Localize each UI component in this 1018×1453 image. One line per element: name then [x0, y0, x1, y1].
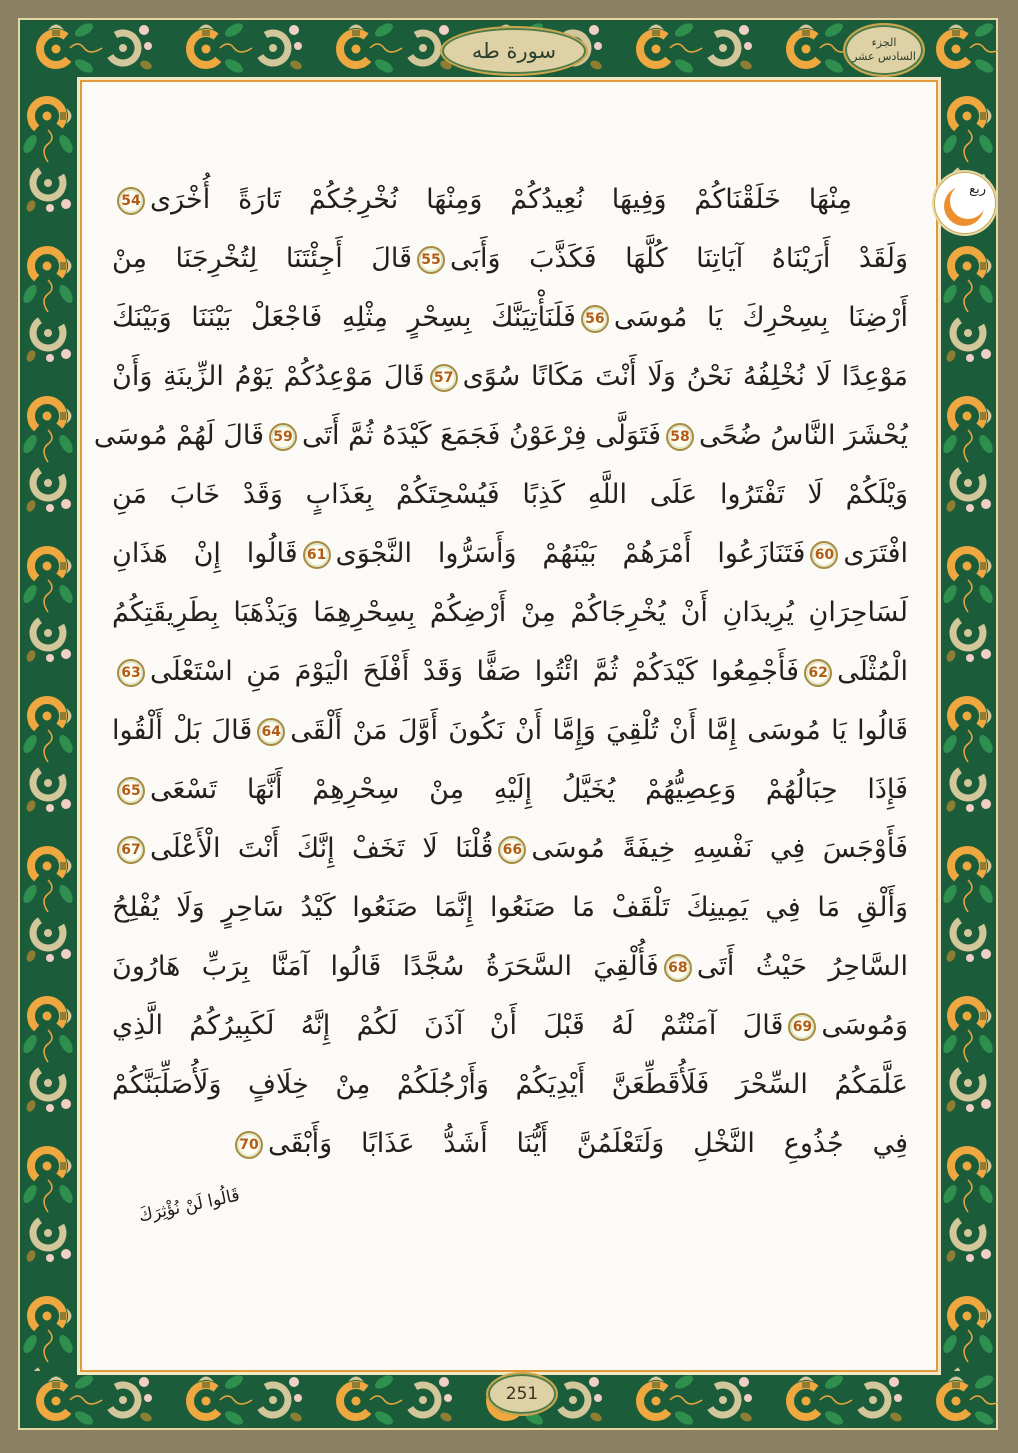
quran-line	[112, 701, 908, 760]
quran-line	[112, 878, 908, 937]
quran-line	[112, 1055, 908, 1114]
ayah-text: فَأَجْمِعُوا كَيْدَكُمْ ثُمَّ ائْتُوا صَفًّا وَقَدْ أَفْلَحَ الْيَوْمَ مَنِ اسْتَعْلَى	[150, 656, 800, 687]
verse-number-badge: 61	[303, 541, 331, 569]
surah-title-medallion	[440, 26, 588, 76]
quran-line	[112, 819, 908, 878]
quran-line	[112, 1114, 908, 1173]
verse-number-badge: 70	[235, 1131, 263, 1159]
text-block	[93, 170, 909, 1173]
page-number: 251	[505, 1384, 539, 1404]
verse-number-badge: 57	[430, 364, 458, 392]
verse-number-badge: 64	[257, 718, 285, 746]
ayah-text: قَالَ مَوْعِدُكُمْ يَوْمُ الزِّينَةِ وَأَنْ	[112, 361, 425, 392]
quran-line	[112, 229, 908, 288]
quran-line	[112, 288, 908, 347]
quran-line	[112, 465, 908, 524]
ayah-text: قَالُوا يَا مُوسَى إِمَّا أَنْ تُلْقِيَ وَإِمَّا أَنْ نَكُونَ أَوَّلَ مَنْ أَلْقَى	[290, 715, 908, 746]
ayah-text: فِي جُذُوعِ النَّخْلِ وَلَتَعْلَمُنَّ أَيُّنَا أَشَدُّ عَذَابًا وَأَبْقَى	[268, 1128, 908, 1159]
verse-number-badge: 55	[417, 246, 445, 274]
quran-line	[112, 642, 908, 701]
verse-number-badge: 65	[117, 777, 145, 805]
ayah-text: فَتَوَلَّى فِرْعَوْنُ فَجَمَعَ كَيْدَهُ ثُمَّ أَتَى	[302, 420, 661, 451]
quran-line	[112, 583, 908, 642]
ayah-text: فَلَنَأْتِيَنَّكَ بِسِحْرٍ مِثْلِهِ فَاجْعَلْ بَيْنَنَا وَبَيْنَكَ	[112, 302, 576, 333]
ayah-text: وَيْلَكُمْ لَا تَفْتَرُوا عَلَى اللَّهِ كَذِبًا فَيُسْحِتَكُمْ بِعَذَابٍ وَقَدْ خَابَ مَنِ	[112, 479, 908, 510]
verse-number-badge: 60	[810, 541, 838, 569]
verse-number-badge: 67	[117, 836, 145, 864]
ayah-text: لَسَاحِرَانِ يُرِيدَانِ أَنْ يُخْرِجَاكُمْ مِنْ أَرْضِكُمْ بِسِحْرِهِمَا وَيَذْهَبَا بِطَرِيقَتِكُمُ	[112, 597, 908, 628]
ayah-text: قَالَ لَهُمْ مُوسَى	[93, 420, 264, 451]
quran-line	[112, 347, 908, 406]
juz-label-line2: السادس عشر	[852, 50, 916, 63]
verse-number-badge: 62	[804, 659, 832, 687]
verse-number-badge: 56	[581, 305, 609, 333]
border-ornament-right	[938, 78, 998, 1371]
ayah-text: وَلَقَدْ أَرَيْنَاهُ آيَاتِنَا كُلَّهَا فَكَذَّبَ وَأَبَى	[450, 243, 908, 274]
catchword: قَالُوا لَنْ نُؤْثِرَكَ	[137, 1185, 242, 1227]
juz-label-line1: الجزء	[871, 36, 897, 50]
ayah-text: يُحْشَرَ النَّاسُ ضُحًى	[698, 420, 908, 451]
ayah-text: قَالَ آمَنْتُمْ لَهُ قَبْلَ أَنْ آذَنَ لَكُمْ إِنَّهُ لَكَبِيرُكُمُ الَّذِي	[112, 1010, 784, 1041]
ayah-text: أَرْضِنَا بِسِحْرِكَ يَا مُوسَى	[613, 302, 908, 333]
ayah-text: وَمُوسَى	[821, 1010, 908, 1041]
verse-number-badge: 58	[666, 423, 694, 451]
ayah-text: مَوْعِدًا لَا نُخْلِفُهُ نَحْنُ وَلَا أَنْتَ مَكَانًا سُوًى	[462, 361, 908, 392]
juz-label-medallion	[843, 23, 925, 77]
quran-line	[112, 996, 908, 1055]
verse-number-badge: 54	[117, 187, 145, 215]
verse-number-badge: 63	[117, 659, 145, 687]
verse-number-badge: 68	[664, 954, 692, 982]
verse-number-badge: 69	[788, 1013, 816, 1041]
ayah-text: فَأُلْقِيَ السَّحَرَةُ سُجَّدًا قَالُوا آمَنَّا بِرَبِّ هَارُونَ	[112, 951, 659, 982]
ayah-text: وَأَلْقِ مَا فِي يَمِينِكَ تَلْقَفْ مَا صَنَعُوا إِنَّمَا صَنَعُوا كَيْدُ سَاحِرٍ وَلَا يُفْلِحُ	[112, 892, 908, 923]
ayah-text: قَالَ أَجِئْتَنَا لِتُخْرِجَنَا مِنْ	[112, 243, 413, 274]
verse-number-badge: 59	[269, 423, 297, 451]
border-ornament-left	[18, 78, 78, 1371]
rub-quarter-medallion	[934, 172, 996, 234]
quran-line	[112, 760, 908, 819]
quran-line	[112, 524, 908, 583]
quran-line	[112, 937, 908, 996]
ayah-text: قَالُوا إِنْ هَذَانِ	[112, 538, 298, 569]
ayah-text: قَالَ بَلْ أَلْقُوا	[112, 715, 253, 746]
ayah-text: مِنْهَا خَلَقْنَاكُمْ وَفِيهَا نُعِيدُكُمْ وَمِنْهَا نُخْرِجُكُمْ تَارَةً أُخْرَى	[150, 184, 852, 215]
ayah-text: افْتَرَى	[843, 538, 909, 569]
ayah-text: السَّاحِرُ حَيْثُ أَتَى	[696, 951, 908, 982]
surah-title: سورة طه	[471, 39, 557, 63]
ayah-text: عَلَّمَكُمُ السِّحْرَ فَلَأُقَطِّعَنَّ أَيْدِيَكُمْ وَأَرْجُلَكُمْ مِنْ خِلَافٍ وَلَأُصَلِّبَنَّكُمْ	[112, 1069, 908, 1100]
page-number-medallion	[486, 1372, 558, 1416]
ayah-text: قُلْنَا لَا تَخَفْ إِنَّكَ أَنْتَ الْأَعْلَى	[150, 833, 494, 864]
quran-line	[112, 170, 908, 229]
quran-line	[93, 406, 908, 465]
verse-number-badge: 66	[498, 836, 526, 864]
rub-marker-label: ربع	[969, 182, 986, 197]
ayah-text: فَتَنَازَعُوا أَمْرَهُمْ بَيْنَهُمْ وَأَسَرُّوا النَّجْوَى	[335, 538, 806, 569]
ayah-text: الْمُثْلَى	[837, 656, 908, 687]
ayah-text: فَأَوْجَسَ فِي نَفْسِهِ خِيفَةً مُوسَى	[531, 833, 908, 864]
ayah-text: فَإِذَا حِبَالُهُمْ وَعِصِيُّهُمْ يُخَيَّلُ إِلَيْهِ مِنْ سِحْرِهِمْ أَنَّهَا تَسْعَى	[150, 774, 908, 805]
